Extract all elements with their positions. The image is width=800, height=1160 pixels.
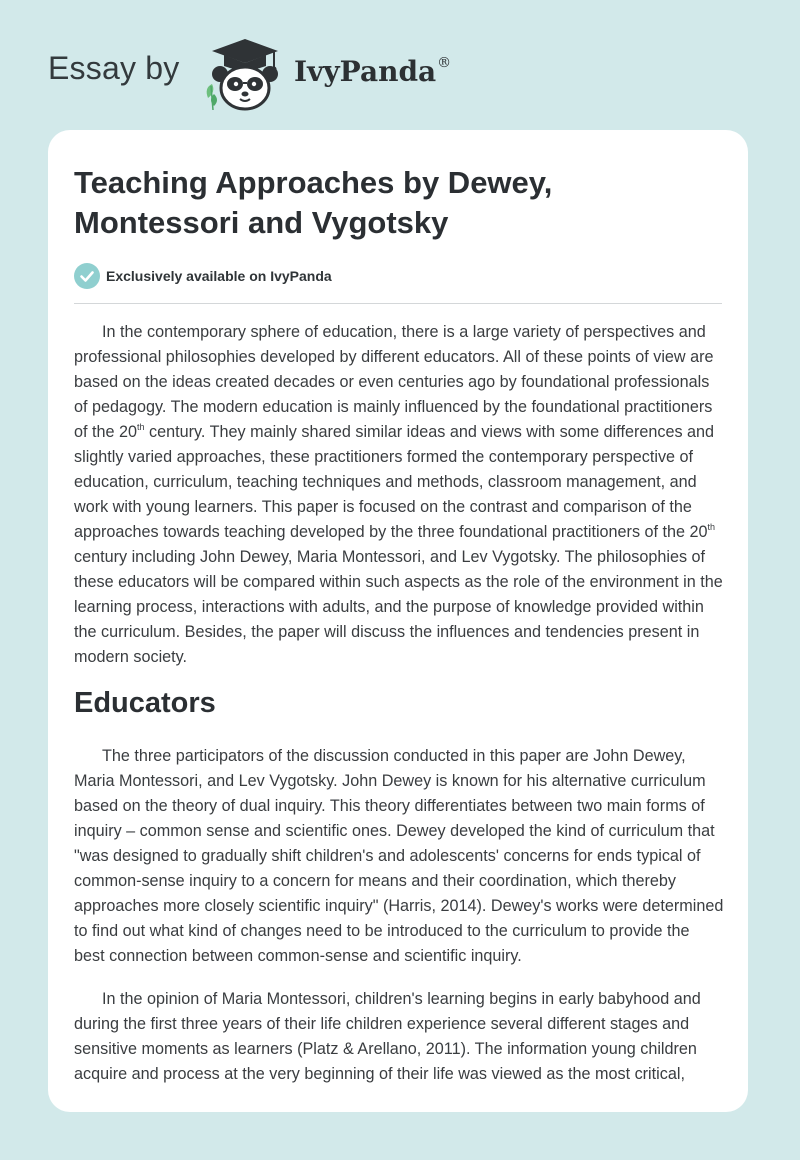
ordinal-suffix: th (137, 422, 145, 432)
trademark-symbol: ® (437, 54, 452, 71)
exclusive-badge (74, 263, 332, 289)
brand-text: IvyPanda (294, 55, 437, 88)
panda-graduate-icon[interactable] (202, 36, 288, 112)
intro-text-1: In the contemporary sphere of education, there is a large variety of perspectives and professional philosophies developed by different educators. All of these points of view are based on the ideas created decades or even centuries ago by foundational professionals of pedagogy. The modern education is mainly influenced by the foundational practitioners of the 20 (74, 323, 714, 441)
site-header (0, 0, 800, 120)
exclusive-badge-label: Exclusively available on IvyPanda (106, 268, 332, 284)
educators-paragraph-2: In the opinion of Maria Montessori, children's learning begins in early babyhood and during the first three years of their life children experience several different stages and sensitive moments as learners (Platz & Arellano, 2011). The information young children acquire and process at the very beginning of their life was viewed as the most critical, (74, 990, 701, 1083)
intro-paragraph (74, 320, 724, 670)
check-circle-icon (74, 263, 100, 289)
section-heading-educators: Educators (74, 687, 216, 719)
essay-card (48, 130, 748, 1112)
brand-name[interactable] (294, 55, 451, 88)
ordinal-suffix: th (707, 522, 716, 532)
essay-title: Teaching Approaches by Dewey, Montessori and Vygotsky (74, 165, 553, 240)
essay-by-label: Essay by (48, 50, 180, 86)
divider (74, 303, 722, 304)
intro-text-3: century including John Dewey, Maria Montessori, and Lev Vygotsky. The philosophies of these educators will be compared within such aspects as the role of the environment in the learning process, interactions with adults, and the purpose of knowledge provided within the curriculum. Besides, the paper will discuss the influences and tendencies present in modern society. (74, 548, 723, 666)
educators-paragraph-1: The three participators of the discussion conducted in this paper are John Dewey, Maria Montessori, and Lev Vygotsky. John Dewey is known for his alternative curriculum based on the theory of dual inquiry. This theory differentiates between two main forms of inquiry – common sense and scientific ones. Dewey developed the kind of curriculum that "was designed to gradually shift children's and adolescents' concerns for ends typical of common-sense inquiry to a concern for means and their coordination, which thereby approaches more closely scientific inquiry" (Harris, 2014). Dewey's works were determined to find out what kind of changes need to be introduced to the curriculum to provide the best connection between common-sense and scientific inquiry. (74, 747, 724, 965)
intro-text-2: century. They mainly shared similar ideas and views with some differences and slightly varied approaches, these practitioners formed the contemporary perspective of education, curriculum, teaching techniques and methods, classroom management, and work with young learners. This paper is focused on the contrast and comparison of the approaches towards teaching developed by the three foundational practitioners of the 20 (74, 423, 715, 541)
